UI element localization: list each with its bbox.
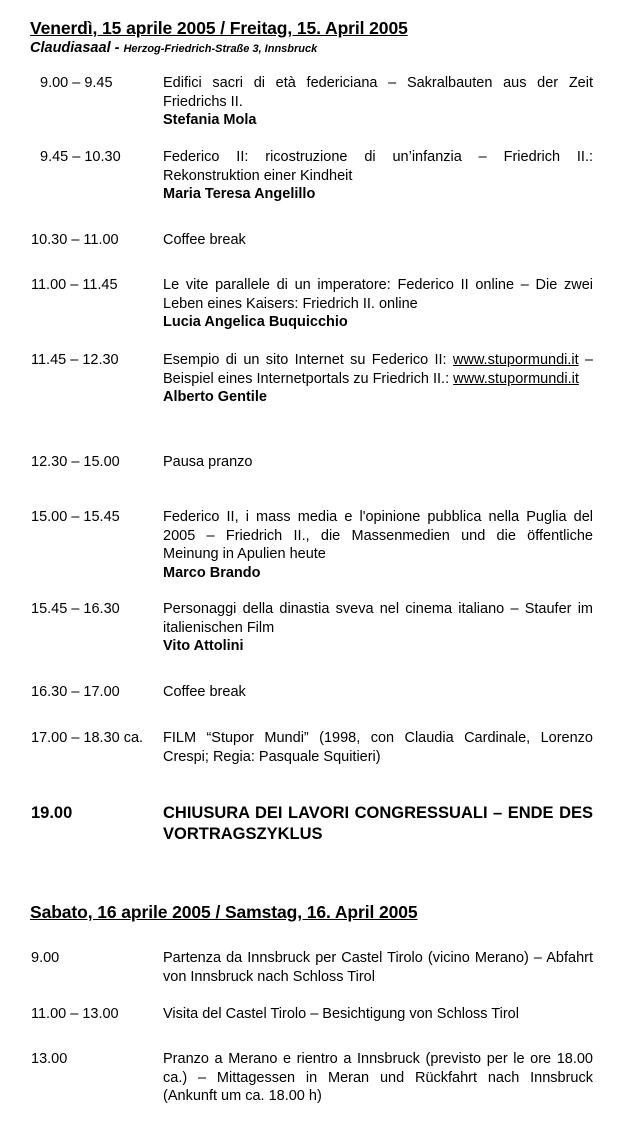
session-description — [163, 600, 593, 656]
time-slot: 9.00 — [31, 950, 60, 966]
session-description — [163, 729, 593, 766]
session-title-part: – Beispiel eines Internetportals zu Friedrich II.: — [163, 352, 594, 387]
session-title: Pranzo a Merano e rientro a Innsbruck (previsto per le ore 18.00 ca.) – Mittagessen in Meran und Rückfahrt nach Innsbruck (Ankunft um ca. 18.00 h) — [163, 1051, 593, 1104]
session-description — [163, 276, 593, 332]
session-description — [163, 1005, 593, 1024]
time-slot: 9.45 – 10.30 — [40, 149, 121, 165]
time-slot: 19.00 — [31, 804, 73, 822]
website-link[interactable]: www.stupormundi.it — [452, 352, 579, 368]
time-slot: 16.30 – 17.00 — [31, 684, 120, 700]
session-description — [163, 1050, 593, 1106]
session-title: Coffee break — [163, 232, 246, 248]
website-link[interactable]: www.stupormundi.it — [453, 370, 579, 387]
session-description — [163, 74, 593, 130]
session-description — [163, 683, 593, 702]
session-title: Partenza da Innsbruck per Castel Tirolo (vicino Merano) – Abfahrt von Innsbruck nach Schloss Tirol — [163, 950, 593, 985]
day1-heading: Venerdì, 15 aprile 2005 / Freitag, 15. April 2005 — [30, 18, 408, 38]
session-title: Le vite parallele di un imperatore: Federico II online – Die zwei Leben eines Kaisers: Friedrich II. online — [163, 277, 593, 312]
session-title: Pausa pranzo — [163, 454, 253, 470]
time-slot: 15.45 – 16.30 — [31, 601, 120, 617]
speaker-name: Maria Teresa Angelillo — [163, 186, 316, 202]
time-slot: 11.00 – 13.00 — [31, 1006, 119, 1022]
time-slot: 13.00 — [31, 1051, 68, 1067]
time-slot: 17.00 – 18.30 ca. — [31, 730, 144, 746]
time-slot: 15.00 – 15.45 — [31, 509, 120, 525]
venue-line — [30, 40, 317, 56]
session-title: FILM “Stupor Mundi” (1998, con Claudia Cardinale, Lorenzo Crespi; Regia: Pasquale Squitieri) — [163, 730, 593, 765]
speaker-name: Lucia Angelica Buquicchio — [163, 314, 348, 330]
venue-address: Herzog-Friedrich-Straße 3, Innsbruck — [123, 43, 318, 55]
time-slot: 12.30 – 15.00 — [31, 454, 120, 470]
venue-name: Claudiasaal - — [30, 40, 124, 56]
session-title: Visita del Castel Tirolo – Besichtigung von Schloss Tirol — [163, 1006, 519, 1022]
session-description — [163, 453, 593, 472]
session-title-part: Esempio di un sito Internet su Federico II: — [163, 352, 447, 368]
speaker-name: Alberto Gentile — [163, 389, 267, 405]
speaker-name: Stefania Mola — [163, 112, 257, 128]
session-description — [163, 231, 593, 250]
session-title: Edifici sacri di età federiciana – Sakralbauten aus der Zeit Friedrichs II. — [163, 75, 593, 110]
session-description — [163, 949, 593, 986]
time-slot: 11.00 – 11.45 — [31, 277, 118, 293]
session-description — [163, 351, 593, 407]
session-title: Personaggi della dinastia sveva nel cinema italiano – Staufer im italienischen Film — [163, 601, 593, 636]
speaker-name: Vito Attolini — [163, 638, 244, 654]
session-title: Coffee break — [163, 684, 246, 700]
day2-heading: Sabato, 16 aprile 2005 / Samstag, 16. April 2005 — [30, 902, 418, 922]
time-slot: 10.30 – 11.00 — [31, 232, 119, 248]
speaker-name: Marco Brando — [163, 564, 261, 581]
session-title: Federico II, i mass media e l'opinione pubblica nella Puglia del 2005 – Friedrich II., die Massenmedien und die öffentliche Meinung in Apulien heute — [163, 509, 593, 562]
session-description — [163, 508, 593, 582]
session-title: Federico II: ricostruzione di un’infanzia – Friedrich II.: Rekonstruktion einer Kindheit — [163, 149, 593, 184]
time-slot: 9.00 – 9.45 — [40, 75, 113, 91]
closing-text: CHIUSURA DEI LAVORI CONGRESSUALI – ENDE DES VORTRAGSZYKLUS — [163, 804, 593, 843]
session-description — [163, 148, 593, 204]
time-slot: 11.45 – 12.30 — [31, 352, 119, 368]
